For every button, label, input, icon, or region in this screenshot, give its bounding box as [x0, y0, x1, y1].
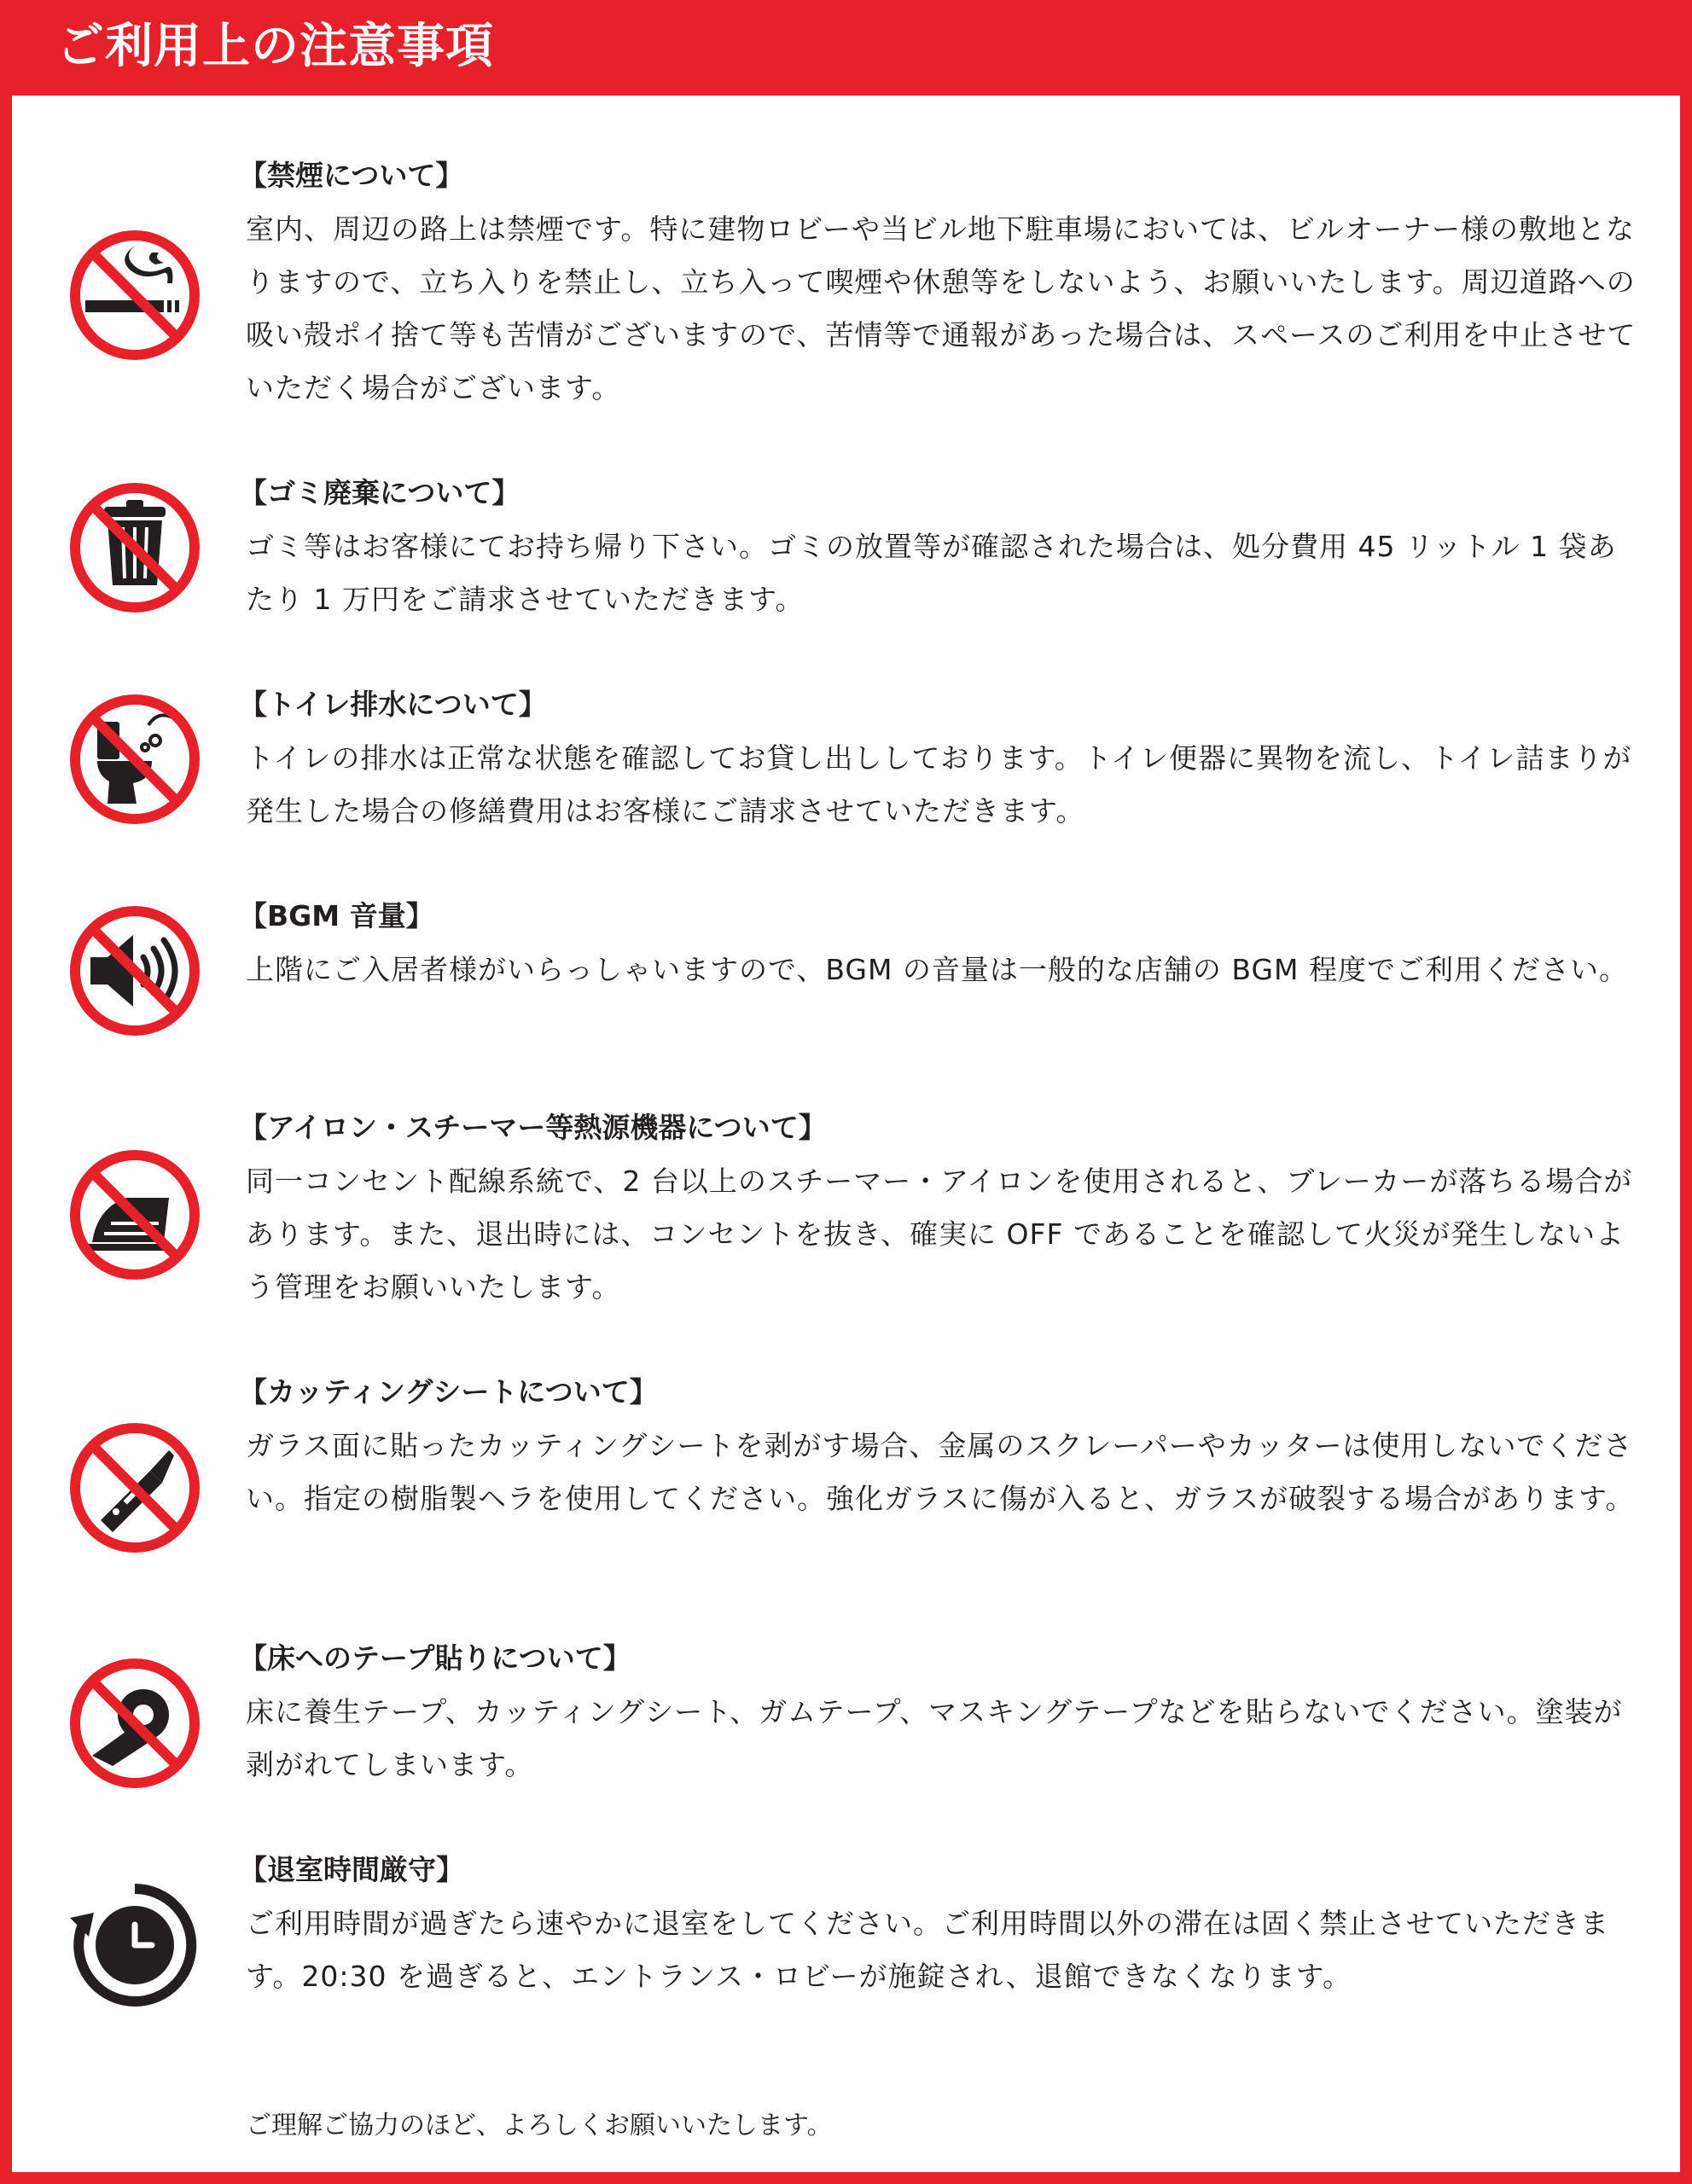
- no-toilet-dumping-icon: [67, 691, 203, 828]
- notice-body: 床に養生テープ、カッティングシート、ガムテープ、マスキングテープなどを貼らないでください。塗装が剥がれてしまいます。: [246, 1695, 1623, 1781]
- no-smoking-icon: [67, 227, 203, 363]
- notice-heading: 【トイレ排水について】: [239, 688, 547, 721]
- notice-heading: 【退室時間厳守】: [239, 1853, 464, 1886]
- notice-heading: 【カッティングシートについて】: [239, 1375, 658, 1409]
- notice-body: ガラス面に貼ったカッティングシートを剥がす場合、金属のスクレーパーやカッターは使用しないでください。指定の樹脂製ヘラを使用してください。強化ガラスに傷が入ると、ガラスが破裂する場合があります。: [246, 1429, 1635, 1515]
- notice-no-smoking: [67, 159, 1637, 415]
- notice-heading: 【アイロン・スチーマー等熱源機器について】: [239, 1111, 827, 1144]
- notice-body: 室内、周辺の路上は禁煙です。特に建物ロビーや当ビル地下駐車場においては、ビルオーナー様の敷地となりますので、立ち入りを禁止し、立ち入って喫煙や休憩等をしないよう、お願いいたします。周辺道路への吸い殻ポイ捨て等も苦情がございますので、苦情等で通報があった場合は、スペースのご利用を中止させていただく場合がございます。: [246, 212, 1637, 404]
- no-loud-sound-icon: [67, 903, 203, 1039]
- header-bar: [0, 0, 1692, 96]
- notice-heading: 【ゴミ廃棄について】: [239, 476, 520, 509]
- closing-message: ご理解ご協力のほど、よろしくお願いいたします。: [246, 2111, 833, 2140]
- notice-body: 同一コンセント配線系統で、2 台以上のスチーマー・アイロンを使用されると、ブレーカーが落ちる場合があります。また、退出時には、コンセントを抜き、確実に OFF であることを確認して火災が発生しないよう管理をお願いいたします。: [246, 1165, 1633, 1304]
- notice-cutting-sheet: [67, 1375, 1635, 1580]
- notice-heading: 【BGM 音量】: [239, 899, 434, 932]
- notice-body: 上階にご入居者様がいらっしゃいますので、BGM の音量は一般的な店舗の BGM 程度でご利用ください。: [246, 953, 1629, 986]
- clock-icon: [67, 1877, 203, 2013]
- notice-no-trash: [67, 476, 1617, 630]
- notice-body: トイレの排水は正常な状態を確認してお貸し出ししております。トイレ便器に異物を流し、トイレ詰まりが発生した場合の修繕費用はお客様にご請求させていただきます。: [246, 741, 1632, 828]
- no-tape-icon: [67, 1655, 203, 1792]
- notice-body: ゴミ等はお客様にてお持ち帰り下さい。ゴミの放置等が確認された場合は、処分費用 45 リットル 1 袋あたり 1 万円をご請求させていただきます。: [246, 530, 1617, 616]
- no-trash-icon: [67, 479, 203, 616]
- notice-heat-appliances: [67, 1111, 1633, 1316]
- notice-bgm-volume: [67, 899, 1629, 1053]
- notice-heading: 【禁煙について】: [239, 159, 464, 192]
- page-title: ご利用上の注意事項: [56, 19, 494, 74]
- notice-checkout-time: [67, 1853, 1609, 2007]
- no-iron-icon: [67, 1147, 203, 1283]
- notice-body: ご利用時間が過ぎたら速やかに退室をしてください。ご利用時間以外の滞在は固く禁止させていただきます。20:30 を過ぎると、エントランス・ロビーが施錠され、退館できなくなります。: [246, 1907, 1609, 1993]
- notice-heading: 【床へのテープ貼りについて】: [239, 1641, 631, 1675]
- notice-floor-tape: [67, 1641, 1623, 1795]
- no-cutter-icon: [67, 1420, 203, 1556]
- notice-no-toilet-dumping: [67, 688, 1632, 841]
